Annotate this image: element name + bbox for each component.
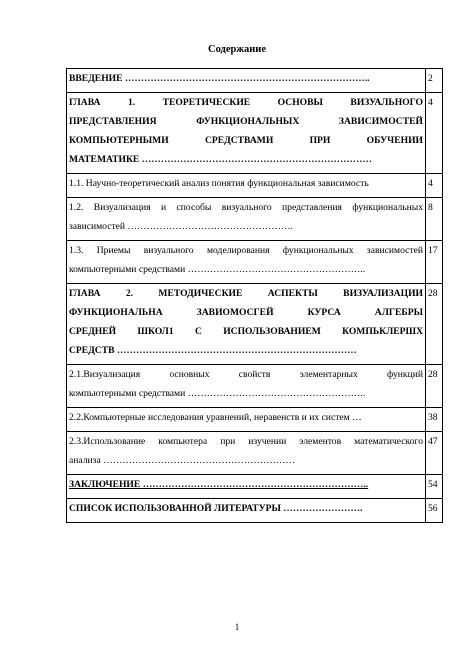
table-of-contents xyxy=(66,68,443,523)
toc-page-number: 28 xyxy=(426,365,443,408)
toc-entry-line: ГЛАВА 1. ТЕОРЕТИЧЕСКИЕ ОСНОВЫ ВИЗУАЛЬНОГО xyxy=(69,97,423,108)
toc-entry-text xyxy=(67,93,426,174)
toc-entry-line: ВВЕДЕНИЕ ………………………………………………………………….. xyxy=(69,73,370,84)
toc-row xyxy=(67,93,443,174)
toc-entry-line: МАТЕМАТИКЕ ……………………………………………………………… xyxy=(69,154,372,165)
toc-entry-line: СРЕДСТВ ………………………………………………………………… xyxy=(69,345,357,356)
toc-entry-text xyxy=(67,241,426,284)
toc-entry-line: компьютерными средствами ……………………………………………….. xyxy=(69,388,366,399)
toc-entry-line: зависимостей ……………………………………………. xyxy=(69,221,293,232)
toc-entry-text xyxy=(67,432,426,475)
toc-entry-line: 2.1.Визуализация основных свойств элементарных функций xyxy=(69,369,423,380)
toc-page-number: 54 xyxy=(426,475,443,499)
toc-row xyxy=(67,499,443,523)
toc-entry-text xyxy=(67,174,426,198)
toc-row xyxy=(67,475,443,499)
toc-entry-line: 2.3.Использование компьютера при изучении элементов математического xyxy=(69,436,423,447)
toc-row xyxy=(67,174,443,198)
toc-page-number: 56 xyxy=(426,499,443,523)
toc-entry-line: 1.3. Приемы визуального моделирования функциональных зависимостей xyxy=(69,245,423,256)
toc-entry-line: ГЛАВА 2. МЕТОДИЧЕСКИЕ АСПЕКТЫ ВИЗУАЛИЗАЦИИ xyxy=(69,288,423,299)
toc-entry-text xyxy=(67,499,426,523)
toc-entry-line: ПРЕДСТАВЛЕНИЯ ФУНКЦИОНАЛЬНЫХ ЗАВИСИМОСТЕЙ xyxy=(69,116,423,127)
toc-row xyxy=(67,284,443,365)
toc-entry-line: 1.1. Научно-теоретический анализ понятия функциональная зависимость xyxy=(69,178,369,189)
toc-row xyxy=(67,241,443,284)
toc-entry-text xyxy=(67,69,426,93)
toc-entry-line: анализа …………………………………………………… xyxy=(69,455,295,466)
toc-entry-text xyxy=(67,408,426,432)
toc-entry-line: 1.2. Визуализация и способы визуального представления функциональных xyxy=(69,202,423,213)
toc-entry-line: ЗАКЛЮЧЕНИЕ …………………………………………………………….. xyxy=(69,479,369,490)
toc-page-number: 47 xyxy=(426,432,443,475)
toc-row xyxy=(67,365,443,408)
page-title: Содержание xyxy=(208,44,266,55)
page-number: 1 xyxy=(234,622,240,632)
toc-entry-line: компьютерными средствами ……………………………………………….. xyxy=(69,264,366,275)
toc-page-number: 4 xyxy=(426,93,443,174)
toc-page-number: 28 xyxy=(426,284,443,365)
toc-page-number: 2 xyxy=(426,69,443,93)
toc-row xyxy=(67,198,443,241)
toc-entry-text xyxy=(67,475,426,499)
toc-row xyxy=(67,408,443,432)
toc-entry-text xyxy=(67,284,426,365)
toc-entry-text xyxy=(67,365,426,408)
toc-body xyxy=(67,69,443,523)
toc-page-number: 17 xyxy=(426,241,443,284)
toc-page-number: 8 xyxy=(426,198,443,241)
toc-entry-line: ФУНКЦИОНАЛЬНА ЗАВИОМОСГЕЙ КУРСА АЛГЕБРЫ xyxy=(69,307,423,318)
toc-entry-line: СПИСОК ИСПОЛЬЗОВАННОЙ ЛИТЕРАТУРЫ ……………………. xyxy=(69,503,363,514)
toc-page-number: 38 xyxy=(426,408,443,432)
toc-row xyxy=(67,432,443,475)
toc-row xyxy=(67,69,443,93)
toc-entry-text xyxy=(67,198,426,241)
toc-entry-line: СРЕДНЕЙ ШКОЛ1 С ИСПОЛЬЗОВАНИЕМ КОМПЬКЛЕРШХ xyxy=(69,326,423,337)
toc-entry-line: 2.2.Компьютерные исследования уравнений, неравенств и их систем … xyxy=(69,412,362,423)
toc-entry-line: КОМПЬЮТЕРНЫМИ СРЕДСТВАМИ ПРИ ОБУЧЕНИИ xyxy=(69,135,423,146)
toc-page-number: 4 xyxy=(426,174,443,198)
